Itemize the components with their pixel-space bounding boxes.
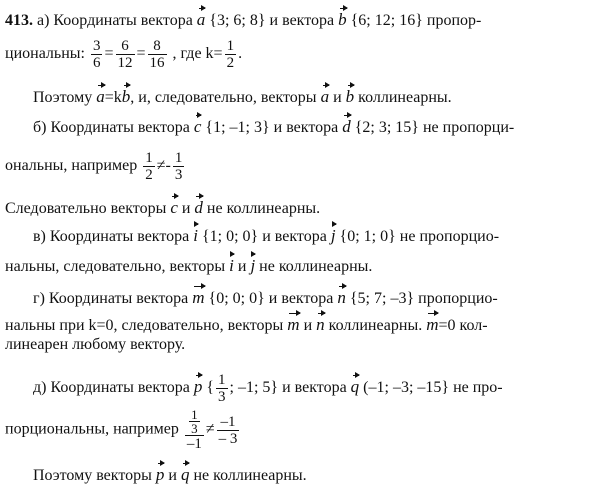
fraction <box>173 150 185 183</box>
vector-i: i <box>193 226 198 245</box>
numerator: 1 <box>174 150 183 166</box>
denominator: 16 <box>149 55 165 71</box>
vector-n: n <box>337 288 346 307</box>
text: Следовательно векторы <box>5 200 167 217</box>
denominator: 2 <box>226 55 235 71</box>
fraction <box>148 38 167 71</box>
text: Поэтому <box>33 89 93 106</box>
equals-sign: = <box>104 45 114 63</box>
text: {3; 6; 8} и вектора <box>205 12 335 29</box>
text: г) Координаты вектора <box>33 290 189 307</box>
vector-q: q <box>350 377 360 397</box>
text: , где k= <box>172 45 223 63</box>
text: нальны, следовательно, векторы <box>5 258 226 275</box>
vector-m: m <box>192 288 205 307</box>
text: и <box>233 258 247 275</box>
problem-number: 413. <box>5 12 33 29</box>
part-a-line-2 <box>5 38 242 71</box>
numerator <box>185 408 204 435</box>
denominator: 3 <box>218 389 226 405</box>
fraction <box>225 38 237 71</box>
text: (–1; –3; –15} не про- <box>359 379 503 397</box>
part-g-line-3 <box>5 336 185 354</box>
vector-p: p <box>155 465 165 484</box>
text: { <box>202 379 215 397</box>
text: не коллинеарны. <box>189 467 307 484</box>
vector-c: c <box>170 198 178 217</box>
text: , и, следовательно, векторы <box>130 89 317 106</box>
part-a-line-3 <box>33 88 452 107</box>
vector-b: b <box>345 87 355 106</box>
vector-a: a <box>320 87 330 106</box>
vector-d: d <box>194 198 203 217</box>
text: коллинеарны. <box>324 317 423 334</box>
denominator: 6 <box>92 55 101 71</box>
part-d-line-3 <box>33 466 307 485</box>
vector-j: j <box>250 256 256 275</box>
part-d-line-2 <box>5 408 241 452</box>
text: {1; –1; 3} и вектора <box>201 119 339 136</box>
text: и <box>164 467 177 484</box>
part-b-line-1 <box>33 118 514 137</box>
vector-m: m <box>287 315 300 334</box>
not-equal-sign: ≠ <box>205 420 215 438</box>
part-g-line-1 <box>33 289 498 308</box>
vector-n: n <box>316 315 325 334</box>
text: {0; 1; 0} не пропорцио- <box>335 228 500 245</box>
numerator: 1 <box>145 150 153 166</box>
numerator: 6 <box>121 38 129 54</box>
part-a-line-1 <box>5 11 481 30</box>
vector-d: d <box>342 117 351 136</box>
text: {5; 7; –3} пропорцио- <box>345 290 498 307</box>
vector-q: q <box>180 465 190 484</box>
fraction <box>143 150 155 183</box>
numerator: 1 <box>218 372 226 388</box>
not-equal-sign: ≠- <box>156 157 171 175</box>
denominator: –1 <box>186 436 202 452</box>
vector-p: p <box>193 377 203 397</box>
fraction <box>91 38 103 71</box>
nested-fraction <box>185 408 204 452</box>
vector-b: b <box>121 87 131 106</box>
text: =k <box>104 89 122 106</box>
vector-b: b <box>338 10 347 29</box>
vector-a: a <box>96 87 105 106</box>
fraction <box>189 408 200 435</box>
text: {6; 12; 16} пропор- <box>346 12 482 29</box>
text: и <box>299 317 313 334</box>
text: д) Координаты вектора <box>33 379 190 397</box>
part-v-line-2 <box>5 257 372 276</box>
text: Поэтому векторы <box>33 467 152 484</box>
vector-a: a <box>196 10 206 29</box>
vector-i: i <box>229 256 234 275</box>
denominator: – 3 <box>218 430 238 447</box>
text: {1; 0; 0} и вектора <box>197 228 327 245</box>
fraction <box>216 372 228 405</box>
text: коллинеарны. <box>354 89 452 106</box>
vector-j: j <box>330 226 336 245</box>
text: не коллинеарны. <box>255 258 373 275</box>
denominator: 3 <box>191 421 198 436</box>
denominator: 12 <box>117 55 133 71</box>
equals-sign: = <box>136 45 146 63</box>
vector-c: c <box>193 117 202 136</box>
text: линеарен любому вектору. <box>5 336 186 353</box>
text: ональны, например <box>5 157 138 175</box>
part-v-line-1 <box>33 227 499 246</box>
text: {0; 0; 0} и вектора <box>204 290 334 307</box>
text: . <box>238 45 243 63</box>
part-b-line-2 <box>5 150 186 183</box>
text: в) Координаты вектора <box>33 228 190 245</box>
denominator: 2 <box>145 167 153 183</box>
part-d-line-1 <box>33 372 503 405</box>
fraction <box>217 414 240 447</box>
text: порциональны, например <box>5 420 179 438</box>
text: и <box>177 200 191 217</box>
part-b-line-3 <box>5 199 320 218</box>
numerator: 3 <box>92 38 101 54</box>
text: а) Координаты вектора <box>33 12 193 29</box>
text: {2; 3; 15} не пропорци- <box>350 119 515 136</box>
part-g-line-2 <box>5 316 488 335</box>
text: и <box>329 89 342 106</box>
text: не коллинеарны. <box>202 200 321 217</box>
text: циональны: <box>5 45 85 63</box>
fraction <box>116 38 135 71</box>
text: б) Координаты вектора <box>33 119 190 136</box>
text: нальны при k=0, следовательно, векторы <box>5 317 284 334</box>
vector-m: m <box>426 315 439 334</box>
numerator: 1 <box>191 407 198 422</box>
numerator: 1 <box>226 38 235 54</box>
denominator: 3 <box>174 167 183 183</box>
text: ; –1; 5} и вектора <box>229 379 347 397</box>
numerator: 8 <box>153 38 161 54</box>
text: =0 кол- <box>438 317 488 334</box>
numerator: –1 <box>220 413 236 430</box>
